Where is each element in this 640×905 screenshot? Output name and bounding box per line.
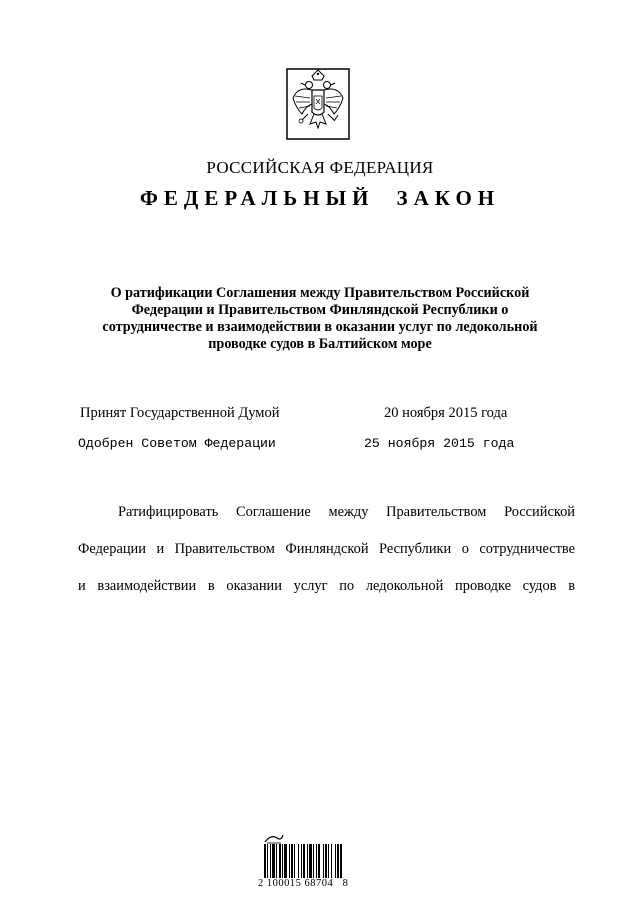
law-word-law: ЗАКОН — [396, 186, 501, 210]
barcode-bar — [309, 844, 312, 878]
barcode-bar — [303, 844, 305, 878]
duma-adoption-date: 20 ноября 2015 года — [384, 405, 508, 421]
barcode-bar — [301, 844, 302, 878]
barcode-bar — [279, 844, 281, 878]
barcode-block — [0, 830, 640, 890]
barcode-bar — [337, 844, 339, 878]
barcode-bar — [272, 844, 275, 878]
barcode-bar — [318, 844, 320, 878]
body-line: и взаимодействии в оказании услуг по ледокольной проводке судов в — [78, 578, 575, 594]
barcode-bar — [340, 844, 342, 878]
law-word-federal: ФЕДЕРАЛЬНЫЙ — [139, 186, 375, 210]
body-line: Федерации и Правительством Финляндской Республики о сотрудничестве — [78, 541, 575, 557]
barcode-number: 2 100015 68704 8 — [258, 878, 349, 889]
law-title — [90, 285, 550, 353]
barcode-bar — [267, 844, 268, 878]
barcode-bar — [298, 844, 299, 878]
coat-of-arms-emblem — [286, 68, 350, 140]
barcode-bar — [307, 844, 308, 878]
barcode-bar — [264, 844, 266, 878]
barcode-bar — [289, 844, 290, 878]
country-heading: РОССИЙСКАЯ ФЕДЕРАЦИЯ — [206, 158, 434, 177]
registration-mark-icon — [263, 832, 285, 844]
document-type-heading — [0, 186, 640, 211]
law-title-line: проводке судов в Балтийском море — [208, 336, 432, 352]
barcode-bar — [284, 844, 287, 878]
barcode-bar — [313, 844, 314, 878]
barcode-bar — [316, 844, 317, 878]
barcode-bar — [328, 844, 329, 878]
barcode-bar — [294, 844, 295, 878]
barcode-bar — [335, 844, 336, 878]
council-approval-label: Одобрен Советом Федерации — [78, 436, 276, 451]
barcode-bar — [270, 844, 271, 878]
law-title-line: сотрудничестве и взаимодействии в оказании услуг по ледокольной — [102, 319, 538, 335]
barcode-bar — [325, 844, 327, 878]
council-approval-date: 25 ноября 2015 года — [364, 436, 515, 451]
barcode-bar — [282, 844, 283, 878]
duma-adoption-label: Принят Государственной Думой — [80, 405, 280, 421]
law-title-line: Федерации и Правительством Финляндской Республики о — [131, 302, 509, 318]
barcode — [264, 844, 369, 878]
barcode-bar — [323, 844, 324, 878]
barcode-bar — [291, 844, 293, 878]
barcode-bar — [331, 844, 332, 878]
barcode-bar — [276, 844, 277, 878]
body-line: Ратифицировать Соглашение между Правительством Российской — [118, 504, 575, 520]
law-title-line: О ратификации Соглашения между Правительством Российской — [110, 285, 530, 301]
law-body-text — [78, 494, 575, 605]
